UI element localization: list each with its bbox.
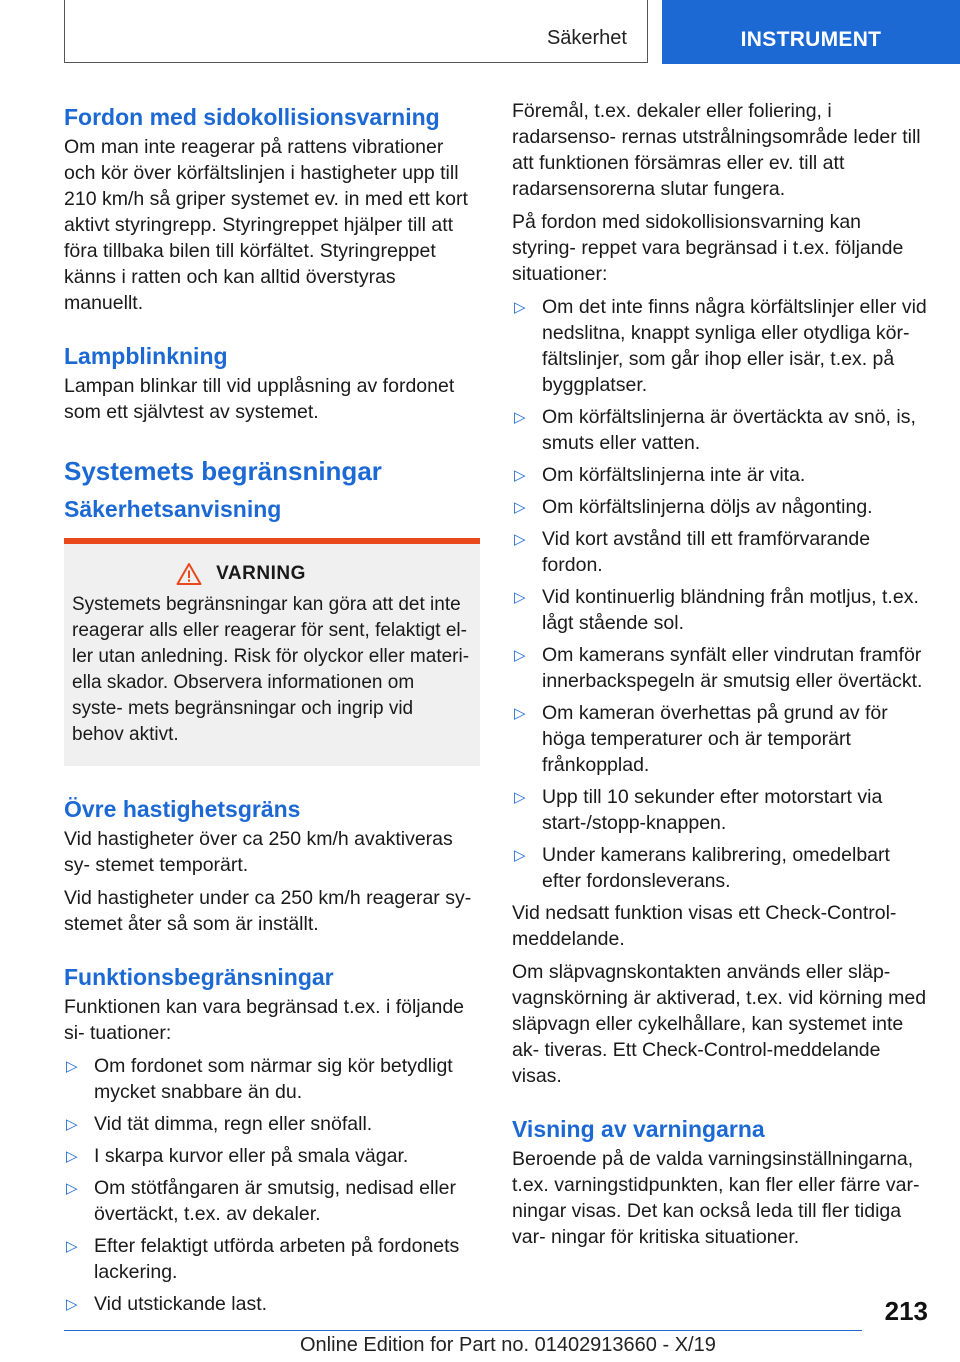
- list-item: ▷ Vid kontinuerlig bländning från motljus, t.ex. lågt stående sol.: [514, 586, 919, 634]
- trailer-paragraph: Om släpvagnskontakten används eller släp- vagnskörning är aktiverad, t.ex. vid körning med släpvagn eller cykelhållare, kan systemet inte ak- tiveras. Ett Check-Control-meddelande visas.: [512, 961, 927, 1087]
- speed-paragraph-1: Vid hastigheter över ca 250 km/h avaktiveras sy- stemet temporärt.: [64, 828, 453, 876]
- triangle-bullet-icon: ▷: [514, 647, 526, 664]
- triangle-bullet-icon: ▷: [66, 1116, 78, 1133]
- triangle-bullet-icon: ▷: [66, 1238, 78, 1255]
- sidokoll-paragraph: Om man inte reagerar på rattens vibrationer och kör över körfältslinjen i hastigheter upp till 210 km/h så griper systemet ev. in med ett kort aktivt styringrepp. Styringreppet hjälper till att föra tillbaka bilen till körfältet. Styringreppet känns i ratten och kan alltid överstyras manuellt.: [64, 136, 468, 314]
- triangle-bullet-icon: ▷: [514, 467, 526, 484]
- triangle-bullet-icon: ▷: [66, 1180, 78, 1197]
- list-item: ▷ Efter felaktigt utförda arbeten på fordonets lackering.: [66, 1235, 460, 1283]
- list-item: ▷ Under kamerans kalibrering, omedelbart efter fordonsleverans.: [514, 844, 890, 892]
- radar-paragraph: Föremål, t.ex. dekaler eller foliering, i radarsenso- rernas utstrålningsområde leder till att funktionen försämras eller ev. till att radarsensorerna slutar fungera.: [512, 100, 921, 200]
- right-column: [512, 98, 928, 1257]
- left-column: [64, 98, 480, 1323]
- triangle-bullet-icon: ▷: [514, 847, 526, 864]
- header-box: [64, 0, 648, 63]
- display-paragraph: Beroende på de valda varningsinställningarna, t.ex. varningstidpunkten, kan fler eller färre var- ningar visas. Det kan också leda till fler tidiga var- ningar för kritiska situationer.: [512, 1148, 920, 1248]
- footer-divider: [64, 1330, 862, 1331]
- triangle-bullet-icon: ▷: [66, 1058, 78, 1075]
- list-item: ▷ Om körfältslinjerna är övertäckta av snö, is, smuts eller vatten.: [514, 406, 916, 454]
- triangle-bullet-icon: ▷: [514, 499, 526, 516]
- list-item: ▷ Vid utstickande last.: [64, 1291, 480, 1317]
- triangle-bullet-icon: ▷: [514, 789, 526, 806]
- footer-edition: Online Edition for Part no. 01402913660 - X/19: [300, 1334, 716, 1356]
- speed-paragraph-2: Vid hastigheter under ca 250 km/h reagerar sy- stemet åter så som är inställt.: [64, 887, 472, 935]
- safety-heading: Säkerhetsanvisning: [64, 496, 282, 522]
- header-section-label: Säkerhet: [546, 27, 627, 49]
- list-item: ▷ Om körfältslinjerna inte är vita.: [512, 462, 928, 488]
- display-heading: Visning av varningarna: [512, 1116, 765, 1142]
- list-item: ▷ Om kamerans synfält eller vindrutan framför innerbackspegeln är smutsig eller övertäckt.: [514, 644, 923, 692]
- list-item: ▷ Om kameran överhettas på grund av för höga temperaturer och är temporärt frånkopplad.: [514, 702, 888, 776]
- steering-list: [512, 294, 928, 894]
- lamp-paragraph: Lampan blinkar till vid upplåsning av fordonet som ett självtest av systemet.: [64, 375, 455, 423]
- list-item: ▷ Om det inte finns några körfältslinjer eller vid nedslitna, knappt synliga eller otydliga kör- fältslinjer, som går ihop eller isär, t.ex. på byggplatser.: [514, 296, 927, 396]
- header-tab-instrument[interactable]: INSTRUMENT: [662, 0, 960, 64]
- speed-heading: Övre hastighetsgräns: [64, 796, 301, 822]
- triangle-bullet-icon: ▷: [514, 705, 526, 722]
- limits-heading: Systemets begränsningar: [64, 456, 382, 486]
- list-item: ▷ Om körfältslinjerna döljs av någonting.: [512, 494, 928, 520]
- list-item: ▷ Vid kort avstånd till ett framförvarande fordon.: [514, 528, 871, 576]
- func-intro: Funktionen kan vara begränsad t.ex. i följande si- tuationer:: [64, 996, 465, 1044]
- warning-text: Systemets begränsningar kan göra att det inte reagerar alls eller reagerar för sent, felaktigt el- ler utan anledning. Risk för olyckor eller materi- ella skador. Observera informationen om syste- mets begränsningar och ingrip vid behov aktivt.: [72, 594, 470, 745]
- warning-title: VARNING: [216, 563, 306, 584]
- func-list: [64, 1053, 480, 1317]
- list-item: ▷ Vid tät dimma, regn eller snöfall.: [64, 1111, 480, 1137]
- triangle-bullet-icon: ▷: [66, 1148, 78, 1165]
- list-item: ▷ Om stötfångaren är smutsig, nedisad eller övertäckt, t.ex. av dekaler.: [66, 1177, 457, 1225]
- func-heading: Funktionsbegränsningar: [64, 964, 334, 990]
- list-item: ▷ I skarpa kurvor eller på smala vägar.: [64, 1143, 480, 1169]
- list-item: ▷ Om fordonet som närmar sig kör betydligt mycket snabbare än du.: [66, 1055, 453, 1103]
- list-item: ▷ Upp till 10 sekunder efter motorstart via start-/stopp-knappen.: [514, 786, 883, 834]
- triangle-bullet-icon: ▷: [514, 409, 526, 426]
- triangle-bullet-icon: ▷: [514, 589, 526, 606]
- sidokoll-heading: Fordon med sidokollisionsvarning: [64, 104, 440, 130]
- page-number: 213: [884, 1296, 928, 1326]
- triangle-bullet-icon: ▷: [66, 1296, 78, 1313]
- warning-box: [64, 538, 480, 766]
- triangle-bullet-icon: ▷: [514, 299, 526, 316]
- triangle-bullet-icon: ▷: [514, 531, 526, 548]
- steering-paragraph: På fordon med sidokollisionsvarning kan styring- reppet vara begränsad i t.ex. följande situationer:: [512, 211, 904, 285]
- warning-triangle-icon: [176, 562, 202, 586]
- check-control-paragraph: Vid nedsatt funktion visas ett Check-Control- meddelande.: [512, 902, 897, 950]
- lamp-heading: Lampblinkning: [64, 343, 228, 369]
